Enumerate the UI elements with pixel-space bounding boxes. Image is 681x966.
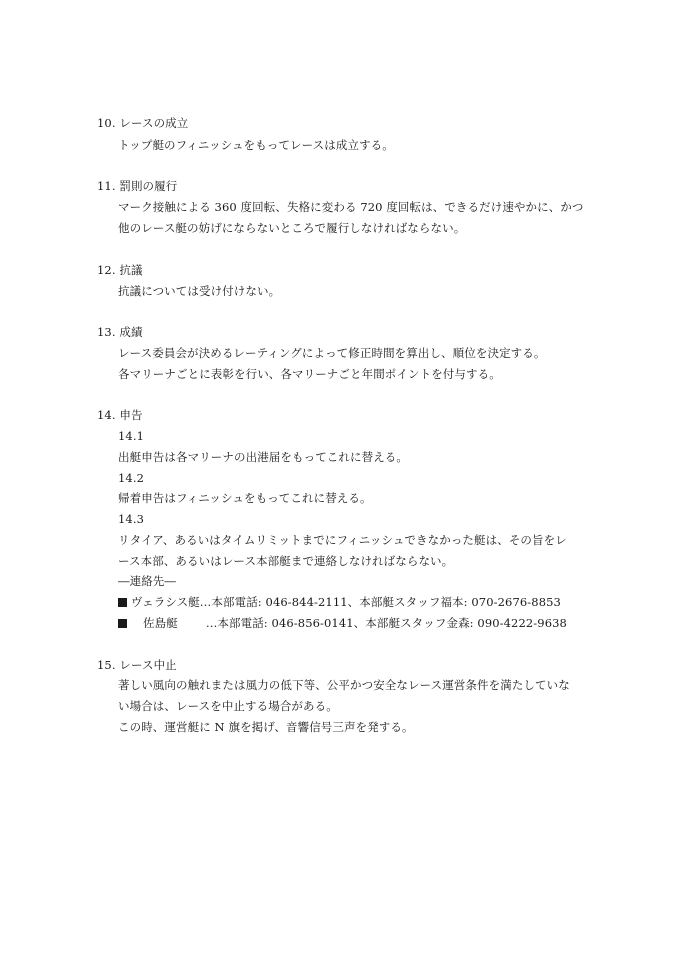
section-13-line-1: レース委員会が決めるレーティングによって修正時間を算出し、順位を決定する。	[118, 346, 546, 360]
section-13-heading: 13. 成績	[97, 325, 143, 339]
section-12-line-1: 抗議については受け付けない。	[118, 284, 281, 298]
section-15-line-2: い場合は、レースを中止する場合がある。	[118, 699, 338, 713]
section-15-line-3: この時、運営艇に N 旗を掲げ、音響信号三声を発する。	[118, 720, 414, 734]
section-14-subnumber-3: 14.3	[118, 512, 145, 526]
section-11-line-1: マーク接触による 360 度回転、失格に変わる 720 度回転は、できるだけ速やかに、かつ	[118, 200, 584, 214]
section-15-line-1: 著しい風向の触れまたは風力の低下等、公平かつ安全なレース運営条件を満たしていな	[118, 678, 570, 692]
section-10-heading: 10. レースの成立	[97, 116, 189, 130]
section-11-heading: 11. 罰則の履行	[97, 179, 178, 193]
section-14-line-2: 帰着申告はフィニッシュをもってこれに替える。	[118, 491, 372, 505]
section-14-line-3: リタイア、あるいはタイムリミットまでにフィニッシュできなかった艇は、その旨をレ	[118, 533, 567, 547]
contact-item-2	[118, 615, 567, 631]
square-bullet-icon	[118, 619, 127, 628]
section-12-heading: 12. 抗議	[97, 263, 143, 277]
section-14-line-4: ース本部、あるいはレース本部艇まで連絡しなければならない。	[118, 554, 454, 568]
section-11-line-2: 他のレース艇の妨げにならないところで履行しなければならない。	[118, 221, 466, 235]
contact-item-1	[118, 594, 561, 610]
contact-heading: ―連絡先―	[118, 574, 176, 588]
section-14-subnumber-1: 14.1	[118, 429, 145, 443]
contact-item-2-text: …本部電話: 046-856-0141、本部艇スタッフ金森: 090-4222-9638	[205, 616, 567, 630]
section-14-line-1: 出艇申告は各マリーナの出港届をもってこれに替える。	[118, 450, 408, 464]
section-15-heading: 15. レース中止	[97, 658, 177, 672]
section-13-line-2: 各マリーナごとに表彰を行い、各マリーナごと年間ポイントを付与する。	[118, 367, 501, 381]
section-10-line-1: トップ艇のフィニッシュをもってレースは成立する。	[118, 138, 394, 152]
contact-item-2-name: 佐島艇	[143, 616, 178, 630]
square-bullet-icon	[118, 598, 127, 607]
section-14-subnumber-2: 14.2	[118, 471, 145, 485]
contact-item-1-text: ヴェラシス艇…本部電話: 046-844-2111、本部艇スタッフ福本: 070-2676-8853	[131, 595, 561, 609]
section-14-heading: 14. 申告	[97, 408, 143, 422]
